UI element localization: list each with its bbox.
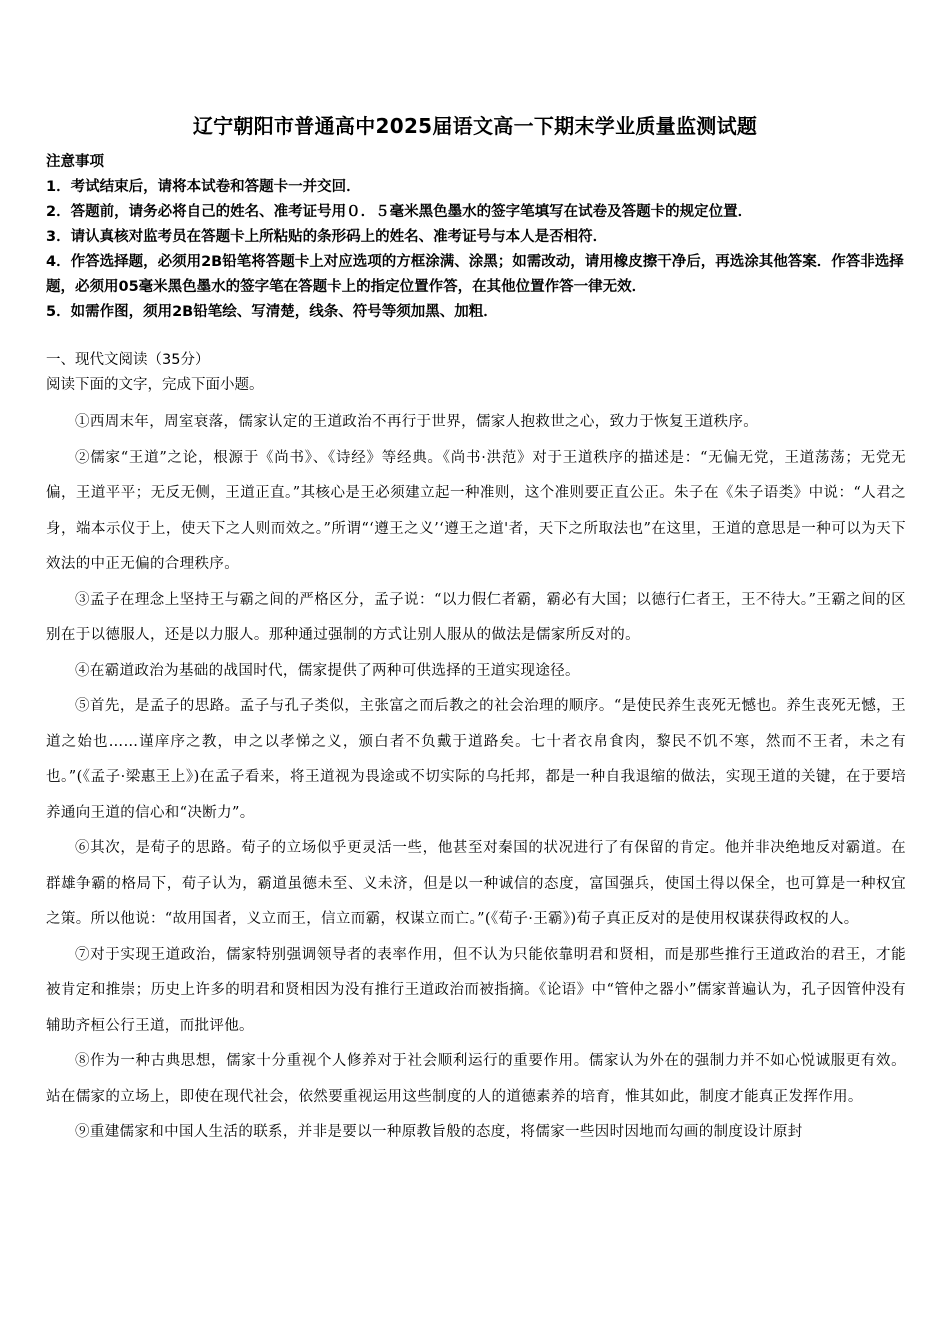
notice-item-2: 2．答题前，请务必将自己的姓名、准考证号用０．５毫米黑色墨水的签字笔填写在试卷及答题卡的规定位置． — [46, 204, 753, 220]
section-heading: 一、现代文阅读（35分） — [46, 352, 210, 368]
notice-block — [46, 150, 906, 325]
passage-paragraph-5: ⑤首先，是孟子的思路。孟子与孔子类似，主张富之而后教之的社会治理的顺序。“是使民养生丧死无憾也。养生丧死无憾，王道之始也……谨庠序之教，申之以孝悌之义，颁白者不负戴于道路矣。七十者衣帛食肉，黎民不饥不寒，然而不王者，未之有也。”(《孟子·梁惠王上》)在孟子看来，将王道视为畏途或不切实际的乌托邦，都是一种自我退缩的做法，实现王道的关键，在于要培养通向王道的信心和“决断力”。 — [46, 698, 906, 821]
passage-paragraph-9: ⑨重建儒家和中国人生活的联系，并非是要以一种原教旨般的态度，将儒家一些因时因地而勾画的制度设计原封 — [75, 1124, 803, 1140]
notice-item-4: 4．作答选择题，必须用2B铅笔将答题卡上对应选项的方框涂满、涂黑；如需改动，请用橡皮擦干净后，再选涂其他答案．作答非选择题，必须用05毫米黑色墨水的签字笔在答题卡上的指定位置作答，在其他位置作答一律无效． — [46, 254, 904, 295]
passage-paragraph-3: ③孟子在理念上坚持王与霸之间的严格区分，孟子说：“以力假仁者霸，霸必有大国；以德行仁者王，王不待大。”王霸之间的区别在于以德服人，还是以力服人。那种通过强制的方式让别人服从的做法是儒家所反对的。 — [46, 591, 906, 643]
passage-paragraph-7: ⑦对于实现王道政治，儒家特别强调领导者的表率作用，但不认为只能依靠明君和贤相，而是那些推行王道政治的君王，才能被肯定和推崇；历史上许多的明君和贤相因为没有推行王道政治而被指摘。《论语》中“管仲之器小”儒家普遍认为，孔子因管仲没有辅助齐桓公行王道，而批评他。 — [46, 946, 906, 1034]
notice-item-3: 3．请认真核对监考员在答题卡上所粘贴的条形码上的姓名、准考证号与本人是否相符． — [46, 229, 608, 245]
page-title: 辽宁朝阳市普通高中2025届语文高一下期末学业质量监测试题 — [192, 114, 758, 138]
notice-item-5: 5．如需作图，须用2B铅笔绘、写清楚，线条、符号等须加黑、加粗． — [46, 304, 498, 320]
notice-item-1: 1．考试结束后，请将本试卷和答题卡一并交回． — [46, 179, 361, 195]
passage-paragraph-8: ⑧作为一种古典思想，儒家十分重视个人修养对于社会顺利运行的重要作用。儒家认为外在的强制力并不如心悦诚服更有效。站在儒家的立场上，即使在现代社会，依然要重视运用这些制度的人的道德素养的培育，惟其如此，制度才能真正发挥作用。 — [46, 1053, 906, 1105]
notice-heading: 注意事项 — [46, 154, 104, 170]
passage-paragraph-4: ④在霸道政治为基础的战国时代，儒家提供了两种可供选择的王道实现途径。 — [75, 662, 580, 679]
passage-paragraph-2: ②儒家“王道”之论，根源于《尚书》、《诗经》等经典。《尚书·洪范》对于王道秩序的描述是：“无偏无党，王道荡荡；无党无偏，王道平平；无反无侧，王道正直。”其核心是王必须建立起一种准则，这个准则要正直公正。朱子在《朱子语类》中说：“人君之身，端本示仪于上，使天下之人则而效之。”所谓“‘遵王之义’‘遵王之道'者，天下之所取法也”在这里，王道的意思是一种可以为天下效法的中正无偏的合理秩序。 — [46, 449, 906, 572]
section-instruction: 阅读下面的文字，完成下面小题。 — [46, 377, 264, 393]
reading-passage — [46, 405, 906, 1151]
passage-paragraph-1: ①西周末年，周室衰落，儒家认定的王道政治不再行于世界，儒家人抱救世之心，致力于恢复王道秩序。 — [75, 414, 759, 430]
passage-paragraph-6: ⑥其次，是荀子的思路。荀子的立场似乎更灵活一些，他甚至对秦国的状况进行了有保留的肯定。他并非决绝地反对霸道。在群雄争霸的格局下，荀子认为，霸道虽德未至、义未济，但是以一种诚信的态度，富国强兵，使国土得以保全，也可算是一种权宜之策。所以他说：“故用国者，义立而王，信立而霸，权谋立而亡。”(《荀子·王霸》)荀子真正反对的是使用权谋获得政权的人。 — [46, 840, 906, 927]
